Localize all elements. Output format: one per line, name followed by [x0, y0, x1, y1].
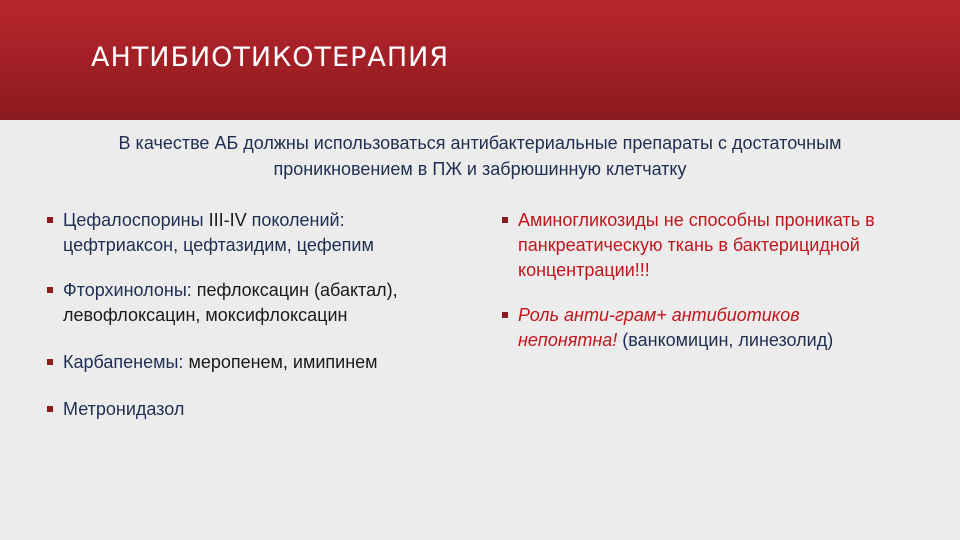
drug-class-label: Фторхинолоны:: [63, 280, 192, 300]
right-bullet-list: [500, 208, 900, 353]
list-item: [500, 208, 900, 283]
warning-text: Аминогликозиды не способны проникать в панкреатическую ткань в бактерицидной концентрации!!!: [518, 210, 875, 280]
title-bar: [0, 0, 960, 120]
slide-subtitle: В качестве АБ должны использоваться антибактериальные препараты с достаточным проникновением в ПЖ и забрюшинную клетчатку: [118, 133, 842, 179]
square-bullet-icon: [47, 287, 53, 293]
note-text: Роль анти-грам+ антибиотиков непонятна!: [518, 305, 800, 350]
generation-label: III-IV: [203, 210, 247, 230]
list-item: [45, 208, 445, 258]
list-item: [500, 303, 900, 353]
drug-list-text: меропенем, имипинем: [183, 352, 378, 372]
left-bullet-list: [45, 208, 445, 422]
drug-list-text: пефлоксацин (абактал), левофлоксацин, моксифлоксацин: [63, 280, 398, 325]
list-item: [45, 350, 445, 375]
drug-list-text: (ванкомицин, линезолид): [617, 330, 834, 350]
square-bullet-icon: [47, 217, 53, 223]
drug-class-label: Карбапенемы:: [63, 352, 184, 372]
drug-list-text: поколений: цефтриаксон, цефтазидим, цефепим: [63, 210, 374, 255]
drug-class-label: Метронидазол: [63, 399, 185, 419]
square-bullet-icon: [502, 217, 508, 223]
list-item: [45, 278, 445, 328]
square-bullet-icon: [47, 406, 53, 412]
slide-title: АНТИБИОТИКОТЕРАПИЯ: [91, 42, 450, 73]
square-bullet-icon: [47, 359, 53, 365]
square-bullet-icon: [502, 312, 508, 318]
drug-class-label: Цефалоспорины: [63, 210, 204, 230]
list-item: [45, 397, 445, 422]
